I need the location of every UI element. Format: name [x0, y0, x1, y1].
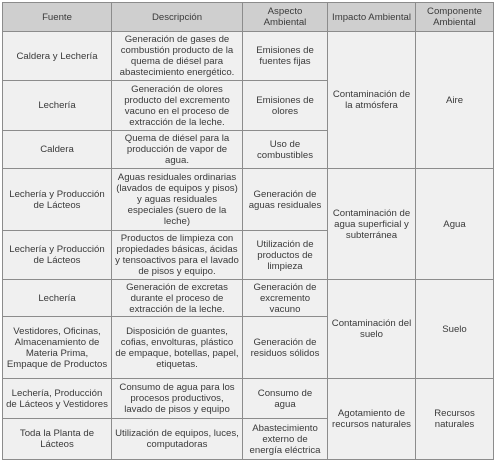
cell-fuente: Caldera y Lechería	[3, 32, 112, 81]
header-impacto-ambiental: Impacto Ambiental	[328, 3, 416, 32]
cell-aspecto: Emisiones de olores	[243, 81, 328, 131]
table-row	[3, 379, 494, 419]
cell-fuente: Lechería	[3, 81, 112, 131]
table-row	[3, 32, 494, 81]
cell-componente-aire: Aire	[416, 32, 494, 169]
cell-aspecto: Generación de aguas residuales	[243, 169, 328, 231]
cell-impacto-atmosfera: Contaminación de la atmósfera	[328, 32, 416, 169]
cell-fuente: Vestidores, Oficinas, Almacenamiento de Materia Prima, Empaque de Productos	[3, 317, 112, 379]
environmental-aspects-table-container	[2, 2, 493, 459]
cell-fuente: Lechería	[3, 280, 112, 317]
cell-aspecto: Utilización de productos de limpieza	[243, 231, 328, 280]
cell-aspecto: Uso de combustibles	[243, 131, 328, 169]
table-row	[3, 280, 494, 317]
header-componente-ambiental: Componente Ambiental	[416, 3, 494, 32]
cell-componente-agua: Agua	[416, 169, 494, 280]
cell-descripcion: Aguas residuales ordinarias (lavados de equipos y pisos) y aguas residuales especiales (suero de la leche)	[112, 169, 243, 231]
cell-componente-recursos: Recursos naturales	[416, 379, 494, 460]
cell-descripcion: Generación de gases de combustión producto de la quema de diésel para abastecimiento energético.	[112, 32, 243, 81]
header-aspecto-ambiental: Aspecto Ambiental	[243, 3, 328, 32]
cell-descripcion: Generación de excretas durante el proceso de extracción de la leche.	[112, 280, 243, 317]
cell-fuente: Toda la Planta de Lácteos	[3, 419, 112, 460]
cell-descripcion: Disposición de guantes, cofias, envolturas, plástico de empaque, botellas, papel, etiquetas.	[112, 317, 243, 379]
cell-aspecto: Generación de residuos sólidos	[243, 317, 328, 379]
cell-aspecto: Consumo de agua	[243, 379, 328, 419]
cell-aspecto: Generación de excremento vacuno	[243, 280, 328, 317]
cell-aspecto: Emisiones de fuentes fijas	[243, 32, 328, 81]
cell-fuente: Lechería y Producción de Lácteos	[3, 231, 112, 280]
cell-aspecto: Abastecimiento externo de energía eléctrica	[243, 419, 328, 460]
cell-descripcion: Quema de diésel para la producción de vapor de agua.	[112, 131, 243, 169]
header-descripcion: Descripción	[112, 3, 243, 32]
header-row	[3, 3, 494, 32]
cell-descripcion: Utilización de equipos, luces, computadoras	[112, 419, 243, 460]
environmental-aspects-table	[2, 2, 494, 460]
cell-impacto-agua: Contaminación de agua superficial y subterránea	[328, 169, 416, 280]
cell-componente-suelo: Suelo	[416, 280, 494, 379]
cell-fuente: Lechería, Producción de Lácteos y Vestidores	[3, 379, 112, 419]
header-fuente: Fuente	[3, 3, 112, 32]
cell-fuente: Lechería y Producción de Lácteos	[3, 169, 112, 231]
cell-fuente: Caldera	[3, 131, 112, 169]
cell-descripcion: Productos de limpieza con propiedades básicas, ácidas y tensoactivos para el lavado de pisos y equipo.	[112, 231, 243, 280]
cell-descripcion: Consumo de agua para los procesos productivos, lavado de pisos y equipo	[112, 379, 243, 419]
cell-descripcion: Generación de olores producto del excremento vacuno en el proceso de extracción de la leche.	[112, 81, 243, 131]
table-row	[3, 169, 494, 231]
cell-impacto-suelo: Contaminación del suelo	[328, 280, 416, 379]
cell-impacto-recursos: Agotamiento de recursos naturales	[328, 379, 416, 460]
